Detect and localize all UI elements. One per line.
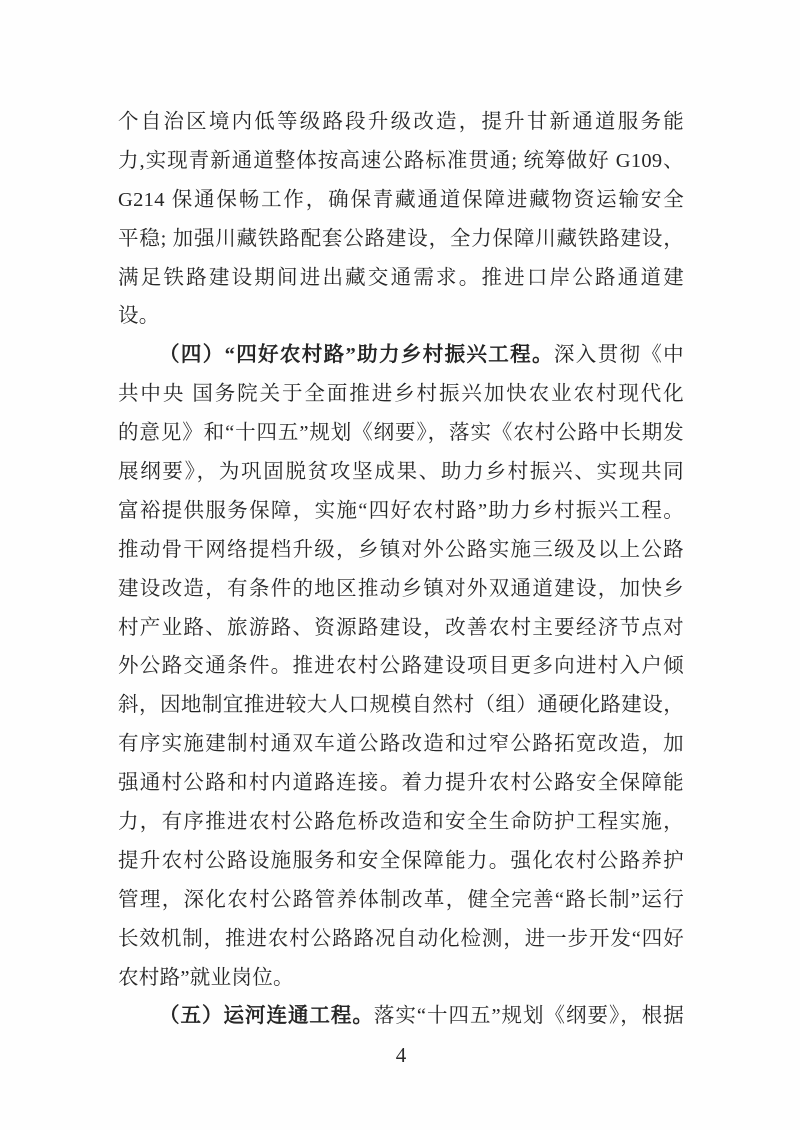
text-line: 外公路交通条件。推进农村公路建设项目更多向进村入户倾: [118, 655, 684, 678]
page-number: 4: [395, 1043, 407, 1067]
text-line: 共中央 国务院关于全面推进乡村振兴加快农业农村现代化: [118, 383, 684, 406]
section-heading-line: [118, 997, 684, 1036]
text-line: 推动骨干网络提档升级，乡镇对外公路实施三级及以上公路: [118, 538, 684, 561]
text-line: 村产业路、旅游路、资源路建设，改善农村主要经济节点对: [118, 616, 684, 639]
text-line: 管理，深化农村公路管养体制改革，健全完善“路长制”运行: [118, 888, 684, 911]
text-line: 富裕提供服务保障，实施“四好农村路”助力乡村振兴工程。: [118, 499, 684, 522]
text-line: 展纲要》，为巩固脱贫攻坚成果、助力乡村振兴、实现共同: [118, 461, 684, 484]
text-line: 提升农村公路设施服务和安全保障能力。强化农村公路养护: [118, 849, 684, 872]
text-line: 设。: [118, 305, 160, 328]
text-line: 个自治区境内低等级路段升级改造，提升甘新通道服务能: [118, 111, 684, 133]
text-line: 力,实现青新通道整体按高速公路标准贯通; 统筹做好 G109、: [118, 149, 684, 172]
text-line: 满足铁路建设期间进出藏交通需求。推进口岸公路通道建: [118, 266, 684, 289]
text-line: 强通村公路和村内道路连接。着力提升农村公路安全保障能: [118, 772, 684, 795]
text-line: 农村路”就业岗位。: [118, 966, 294, 989]
section-heading-line: [118, 336, 684, 375]
text-line: 平稳; 加强川藏铁路配套公路建设，全力保障川藏铁路建设，: [118, 227, 684, 250]
text-line: 斜，因地制宜推进较大人口规模自然村（组）通硬化路建设，: [118, 694, 684, 717]
page-body: [118, 103, 684, 1036]
text-line: 的意见》和“十四五”规划《纲要》，落实《农村公路中长期发: [118, 422, 684, 445]
text-line: G214 保通保畅工作，确保青藏通道保障进藏物资运输安全: [118, 188, 684, 211]
section-heading: （四）“四好农村路”助力乡村振兴工程。: [159, 344, 554, 367]
line-text: 落实“十四五”规划《纲要》，根据: [373, 1005, 685, 1028]
line-text: 深入贯彻《中: [553, 344, 684, 367]
text-line: 力，有序推进农村公路危桥改造和安全生命防护工程实施，: [118, 811, 684, 834]
text-line: 建设改造，有条件的地区推动乡镇对外双通道建设，加快乡: [118, 577, 684, 600]
text-line: 有序实施建制村通双车道公路改造和过窄公路拓宽改造，加: [118, 733, 684, 756]
section-heading: （五）运河连通工程。: [159, 1005, 374, 1028]
text-line: 长效机制，推进农村公路路况自动化检测，进一步开发“四好: [118, 927, 684, 950]
